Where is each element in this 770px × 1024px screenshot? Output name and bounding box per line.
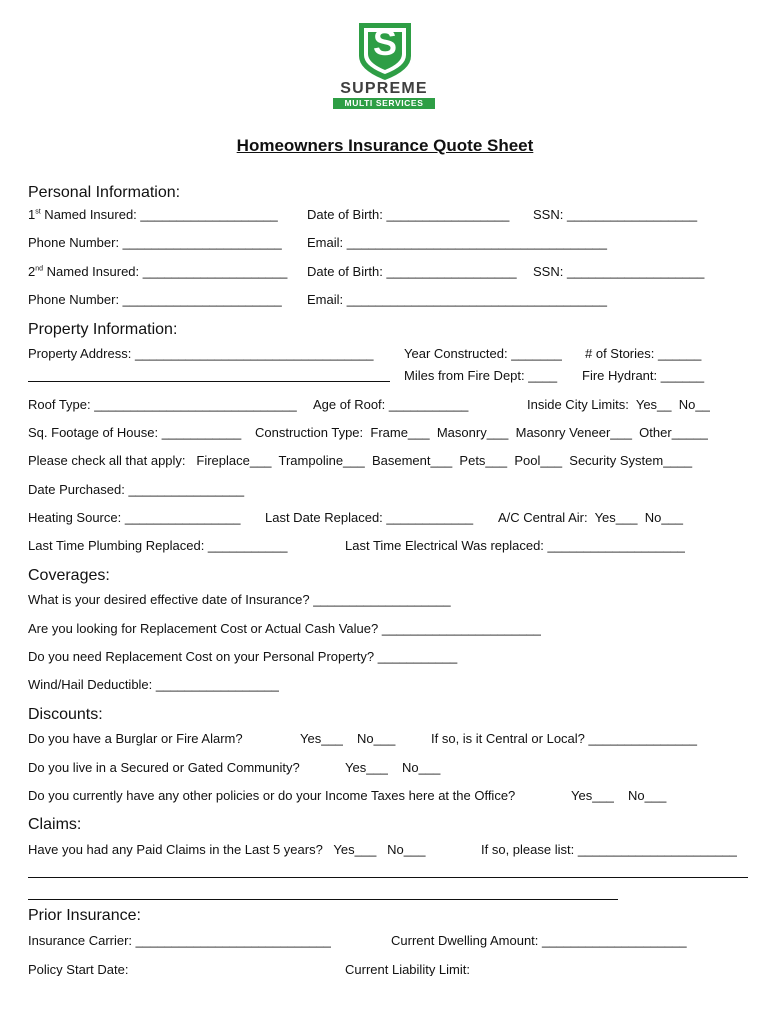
claims-heading: Claims: (28, 816, 82, 833)
ssn-field[interactable]: SSN: __________________ (533, 207, 698, 222)
address-line-2[interactable] (28, 381, 390, 382)
plumbing-field[interactable]: Last Time Plumbing Replaced: ___________ (28, 538, 288, 553)
deductible-field[interactable]: Wind/Hail Deductible: _________________ (28, 677, 279, 692)
year-constructed-field[interactable]: Year Constructed: _______ (404, 346, 562, 361)
other-policies-yes[interactable]: Yes___ (571, 788, 614, 803)
liability-limit-field[interactable]: Current Liability Limit: (345, 962, 470, 976)
second-named-insured-label: Named Insured: ____________________ (43, 264, 288, 279)
roof-type-field[interactable]: Roof Type: ____________________________ (28, 397, 297, 412)
alarm-central-field[interactable]: If so, is it Central or Local? _______________ (431, 731, 697, 746)
prior-heading: Prior Insurance: (28, 907, 141, 924)
miles-fire-dept-field[interactable]: Miles from Fire Dept: ____ (404, 368, 558, 383)
discounts-heading: Discounts: (28, 706, 103, 723)
roof-age-field[interactable]: Age of Roof: ___________ (313, 397, 469, 412)
email-field[interactable]: Email: ____________________________________ (307, 235, 608, 250)
personal-heading: Personal Information: (28, 184, 181, 201)
first-named-insured-label: Named Insured: ___________________ (40, 207, 278, 222)
heating-source-field[interactable]: Heating Source: ________________ (28, 510, 241, 525)
replacement-cost-field[interactable]: Are you looking for Replacement Cost or Actual Cash Value? ______________________ (28, 621, 541, 636)
brand-name: SUPREME (340, 80, 428, 97)
ac-field[interactable]: A/C Central Air: Yes___ No___ (498, 510, 684, 525)
other-policies-question: Do you currently have any other policies or do your Income Taxes here at the Office? (28, 788, 516, 803)
alarm-yes[interactable]: Yes___ (300, 731, 343, 746)
last-replaced-field[interactable]: Last Date Replaced: ____________ (265, 510, 474, 525)
first-named-insured-field[interactable] (28, 207, 278, 223)
ordinal-number: 1 (28, 207, 36, 222)
alarm-no[interactable]: No___ (357, 731, 396, 746)
dob-field[interactable]: Date of Birth: _________________ (307, 207, 510, 222)
policy-start-field[interactable]: Policy Start Date: (28, 962, 129, 976)
ordinal-number: 2 (28, 264, 36, 279)
electrical-field[interactable]: Last Time Electrical Was replaced: ___________________ (345, 538, 685, 553)
gated-yes[interactable]: Yes___ (345, 760, 388, 775)
second-named-insured-field[interactable] (28, 264, 287, 280)
other-policies-no[interactable]: No___ (628, 788, 667, 803)
dwelling-amount-field[interactable]: Current Dwelling Amount: ____________________ (391, 933, 687, 948)
claims-line-2[interactable] (28, 899, 618, 900)
city-limits-field[interactable]: Inside City Limits: Yes__ No__ (527, 397, 710, 412)
email2-field[interactable]: Email: ____________________________________ (307, 292, 608, 307)
ssn2-field[interactable]: SSN: ___________________ (533, 264, 705, 279)
brand-subtitle: MULTI SERVICES (333, 98, 435, 109)
form-title: Homeowners Insurance Quote Sheet (236, 136, 534, 155)
effective-date-field[interactable]: What is your desired effective date of Insurance? ___________________ (28, 592, 451, 607)
ordinal-suffix: st (35, 208, 41, 216)
dob2-field[interactable]: Date of Birth: __________________ (307, 264, 517, 279)
page-cutoff (0, 960, 770, 976)
property-address-field[interactable]: Property Address: _________________________________ (28, 346, 374, 361)
coverages-heading: Coverages: (28, 567, 110, 584)
claims-line-1[interactable] (28, 877, 748, 878)
property-heading: Property Information: (28, 321, 178, 338)
paid-claims-field[interactable]: Have you had any Paid Claims in the Last 5 years? Yes___ No___ (28, 842, 426, 857)
ordinal-suffix: nd (35, 265, 44, 273)
phone2-field[interactable]: Phone Number: ______________________ (28, 292, 282, 307)
date-purchased-field[interactable]: Date Purchased: ________________ (28, 482, 245, 497)
personal-property-field[interactable]: Do you need Replacement Cost on your Personal Property? ___________ (28, 649, 458, 664)
logo-text (328, 80, 440, 109)
claims-list-field[interactable]: If so, please list: ______________________ (481, 842, 737, 857)
check-all-field[interactable]: Please check all that apply: Fireplace___ Trampoline___ Basement___ Pets___ Pool___ Security System____ (28, 453, 693, 468)
gated-question: Do you live in a Secured or Gated Community? (28, 760, 300, 775)
fire-hydrant-field[interactable]: Fire Hydrant: ______ (582, 368, 705, 383)
gated-no[interactable]: No___ (402, 760, 441, 775)
phone-field[interactable]: Phone Number: ______________________ (28, 235, 282, 250)
construction-type-field[interactable]: Construction Type: Frame___ Masonry___ Masonry Veneer___ Other_____ (255, 425, 708, 440)
stories-field[interactable]: # of Stories: ______ (585, 346, 702, 361)
carrier-field[interactable]: Insurance Carrier: ___________________________ (28, 933, 331, 948)
alarm-question: Do you have a Burglar or Fire Alarm? (28, 731, 243, 746)
sqft-field[interactable]: Sq. Footage of House: ___________ (28, 425, 242, 440)
logo-letter: S (372, 22, 397, 63)
